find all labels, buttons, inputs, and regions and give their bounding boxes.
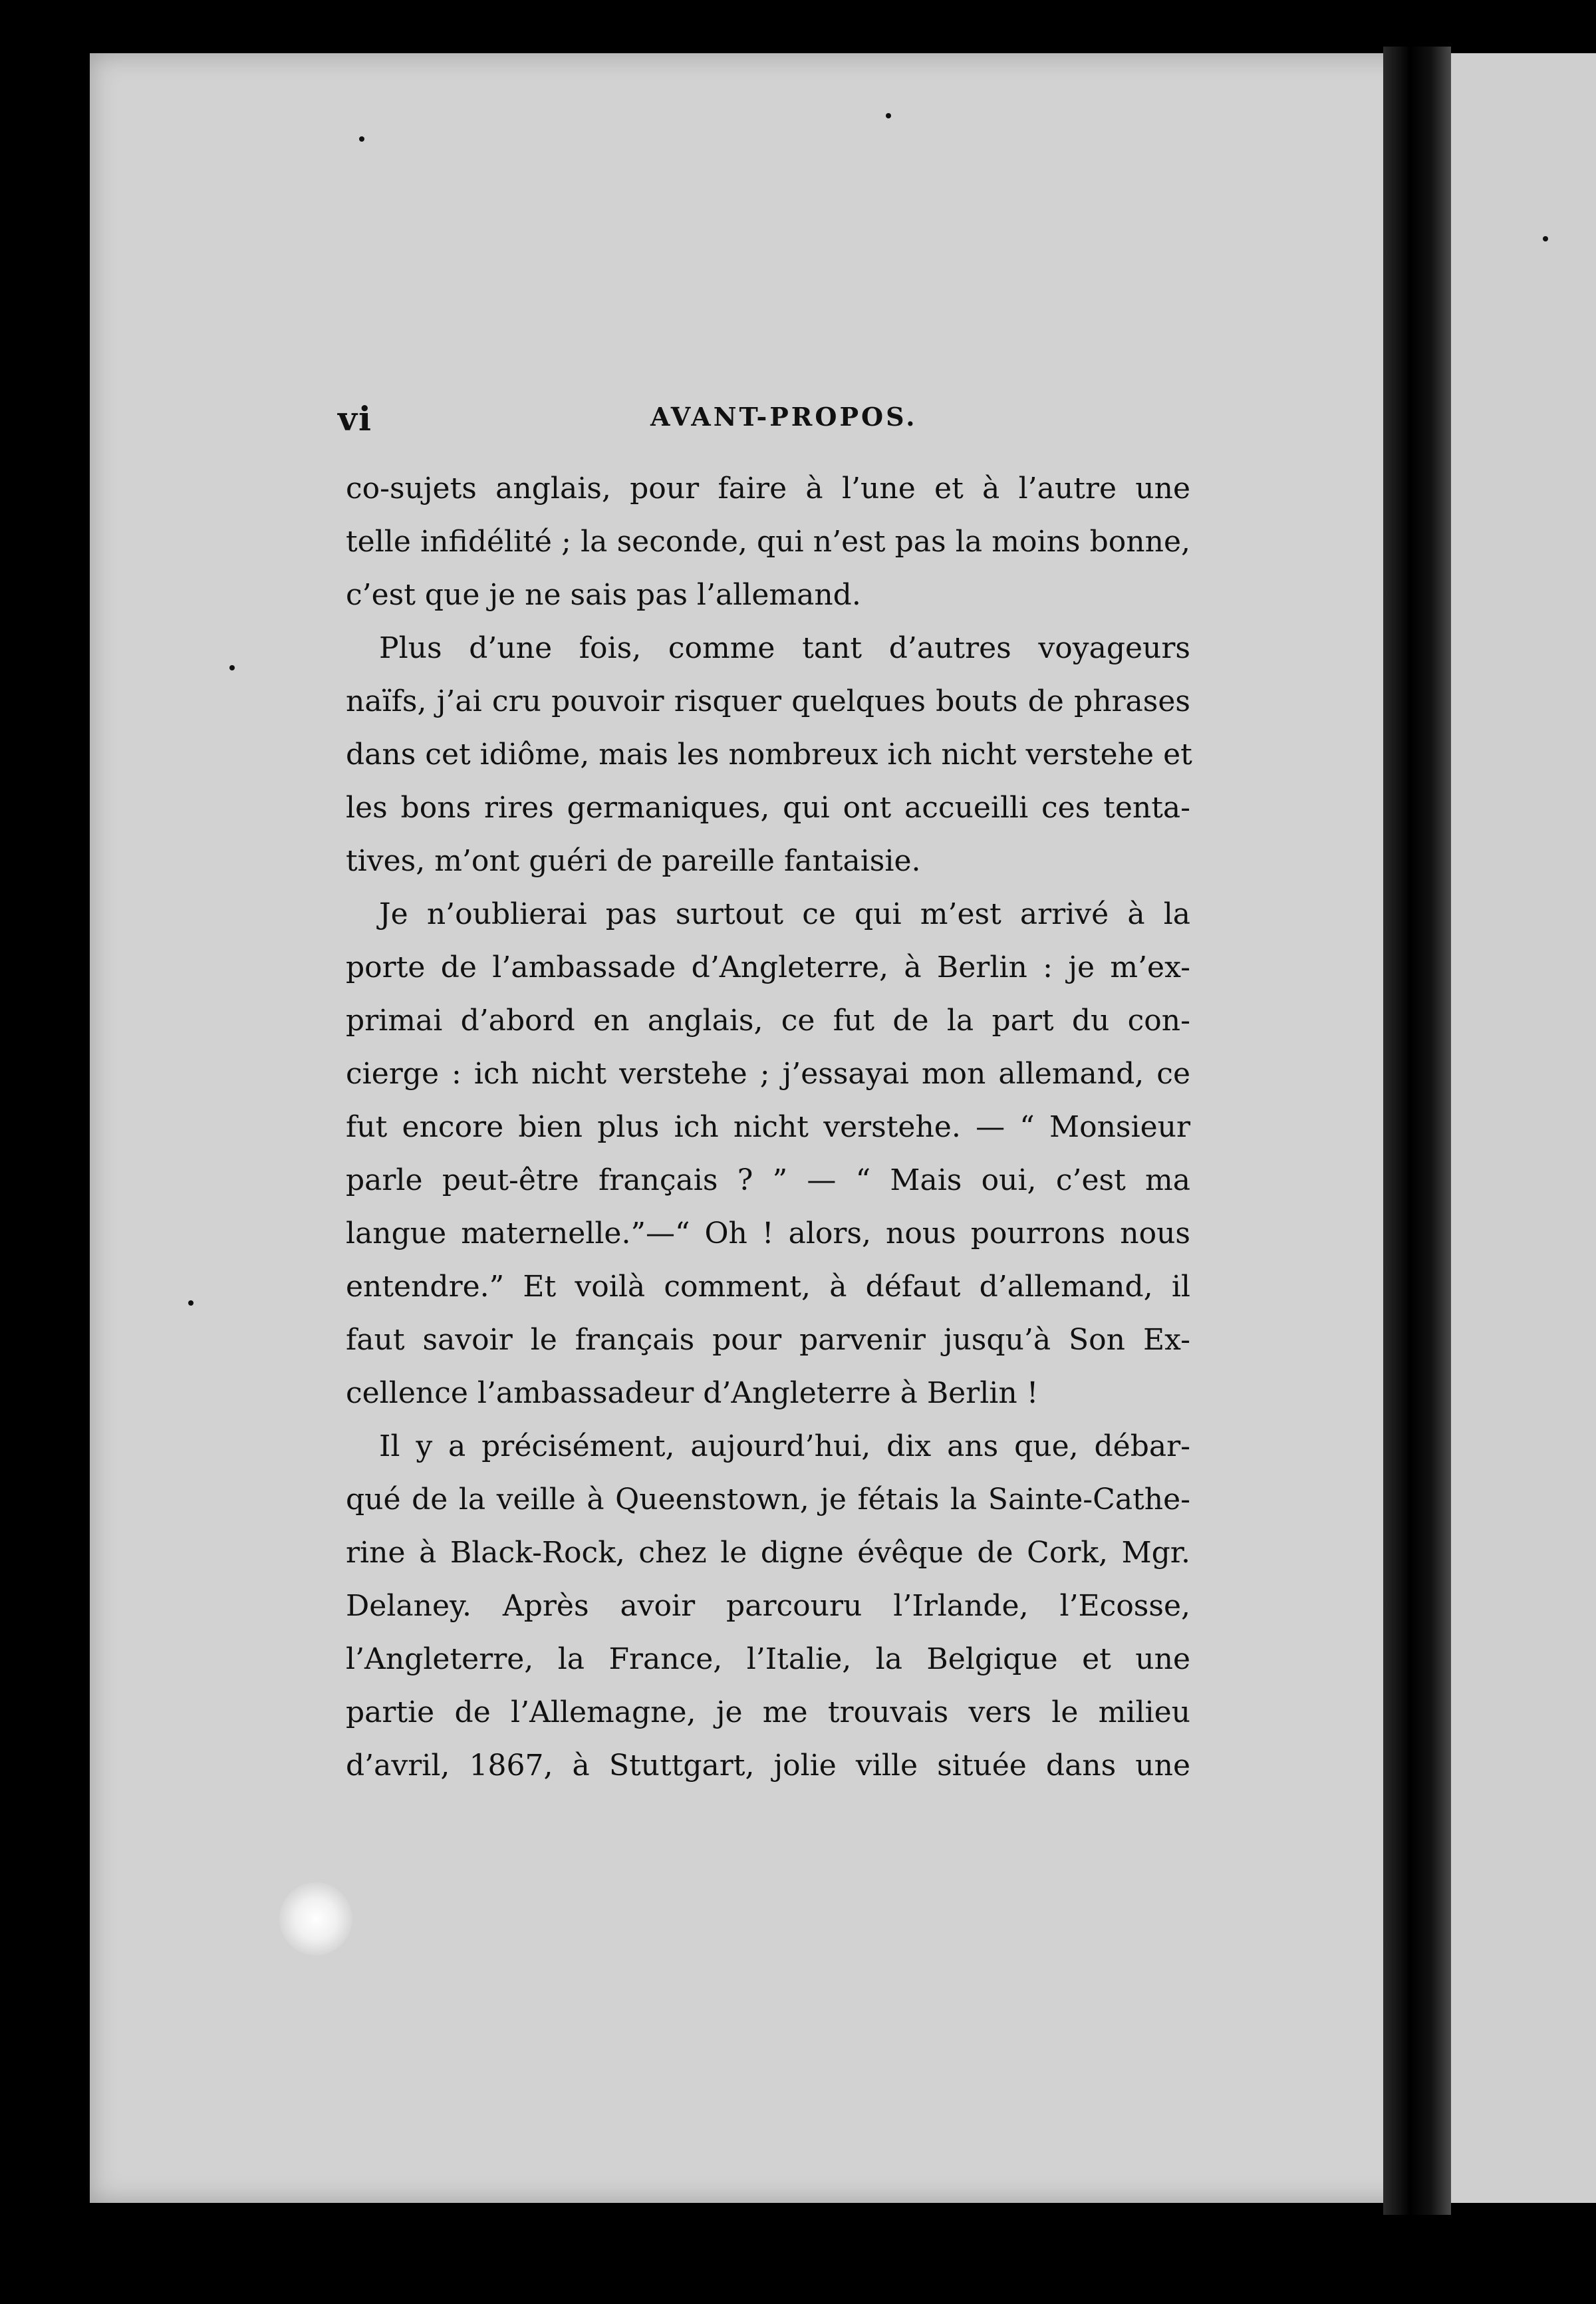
text-line: langue maternelle.”—“ Oh ! alors, nous pourrons nous (346, 1217, 1190, 1250)
text-line: entendre.” Et voilà comment, à défaut d’allemand, il (346, 1270, 1190, 1304)
running-title: AVANT-PROPOS. (650, 402, 918, 432)
paragraph-3 (346, 888, 1190, 1420)
dust-speck (229, 665, 235, 670)
paper-blemish (279, 1882, 352, 1955)
paragraph-2 (346, 622, 1190, 888)
page-header (338, 392, 1196, 452)
right-page-edge (1451, 53, 1596, 2203)
text-line: Il y a précisément, aujourd’hui, dix ans que, débar- (379, 1429, 1190, 1463)
text-line: partie de l’Allemagne, je me trouvais vers le milieu (346, 1695, 1190, 1729)
text-line: primai d’abord en anglais, ce fut de la part du con- (346, 1004, 1190, 1038)
text-line: telle infidélité ; la seconde, qui n’est pas la moins bonne, (346, 525, 1190, 559)
text-line: les bons rires germaniques, qui ont accueilli ces tenta- (346, 791, 1190, 825)
text-line: co-sujets anglais, pour faire à l’une et à l’autre une (346, 472, 1190, 505)
dust-speck (886, 113, 891, 118)
text-line: porte de l’ambassade d’Angleterre, à Berlin : je m’ex- (346, 950, 1190, 984)
text-line: c’est que je ne sais pas l’allemand. (346, 578, 861, 612)
dust-speck (1543, 236, 1548, 241)
text-line: rine à Black-Rock, chez le digne évêque de Cork, Mgr. (346, 1536, 1190, 1570)
dust-speck (359, 136, 364, 142)
text-line: tives, m’ont guéri de pareille fantaisie. (346, 844, 921, 878)
text-line: Plus d’une fois, comme tant d’autres voyageurs (379, 631, 1190, 665)
page-number: vi (338, 399, 373, 438)
book-gutter (1383, 47, 1451, 2215)
text-line: l’Angleterre, la France, l’Italie, la Belgique et une (346, 1642, 1190, 1676)
text-line: naïfs, j’ai cru pouvoir risquer quelques bouts de phrases (346, 684, 1190, 718)
text-line: Delaney. Après avoir parcouru l’Irlande, l’Ecosse, (346, 1589, 1190, 1623)
text-line: dans cet idiôme, mais les nombreux ich nicht verstehe et (346, 738, 1192, 772)
text-line: cellence l’ambassadeur d’Angleterre à Berlin ! (346, 1376, 1039, 1410)
text-line: faut savoir le français pour parvenir jusqu’à Son Ex- (346, 1323, 1190, 1357)
text-line: parle peut-être français ? ” — “ Mais oui, c’est ma (346, 1163, 1190, 1197)
text-line: cierge : ich nicht verstehe ; j’essayai mon allemand, ce (346, 1057, 1190, 1091)
body-text (346, 462, 1190, 1793)
paragraph-4 (346, 1420, 1190, 1793)
text-line: d’avril, 1867, à Stuttgart, jolie ville située dans une (346, 1749, 1190, 1783)
dust-speck (188, 1300, 194, 1306)
text-line: fut encore bien plus ich nicht verstehe. — “ Monsieur (346, 1110, 1190, 1144)
text-line: qué de la veille à Queenstown, je fétais la Sainte-Cathe- (346, 1483, 1190, 1516)
text-line: Je n’oublierai pas surtout ce qui m’est arrivé à la (379, 897, 1190, 931)
paragraph-1 (346, 462, 1190, 622)
